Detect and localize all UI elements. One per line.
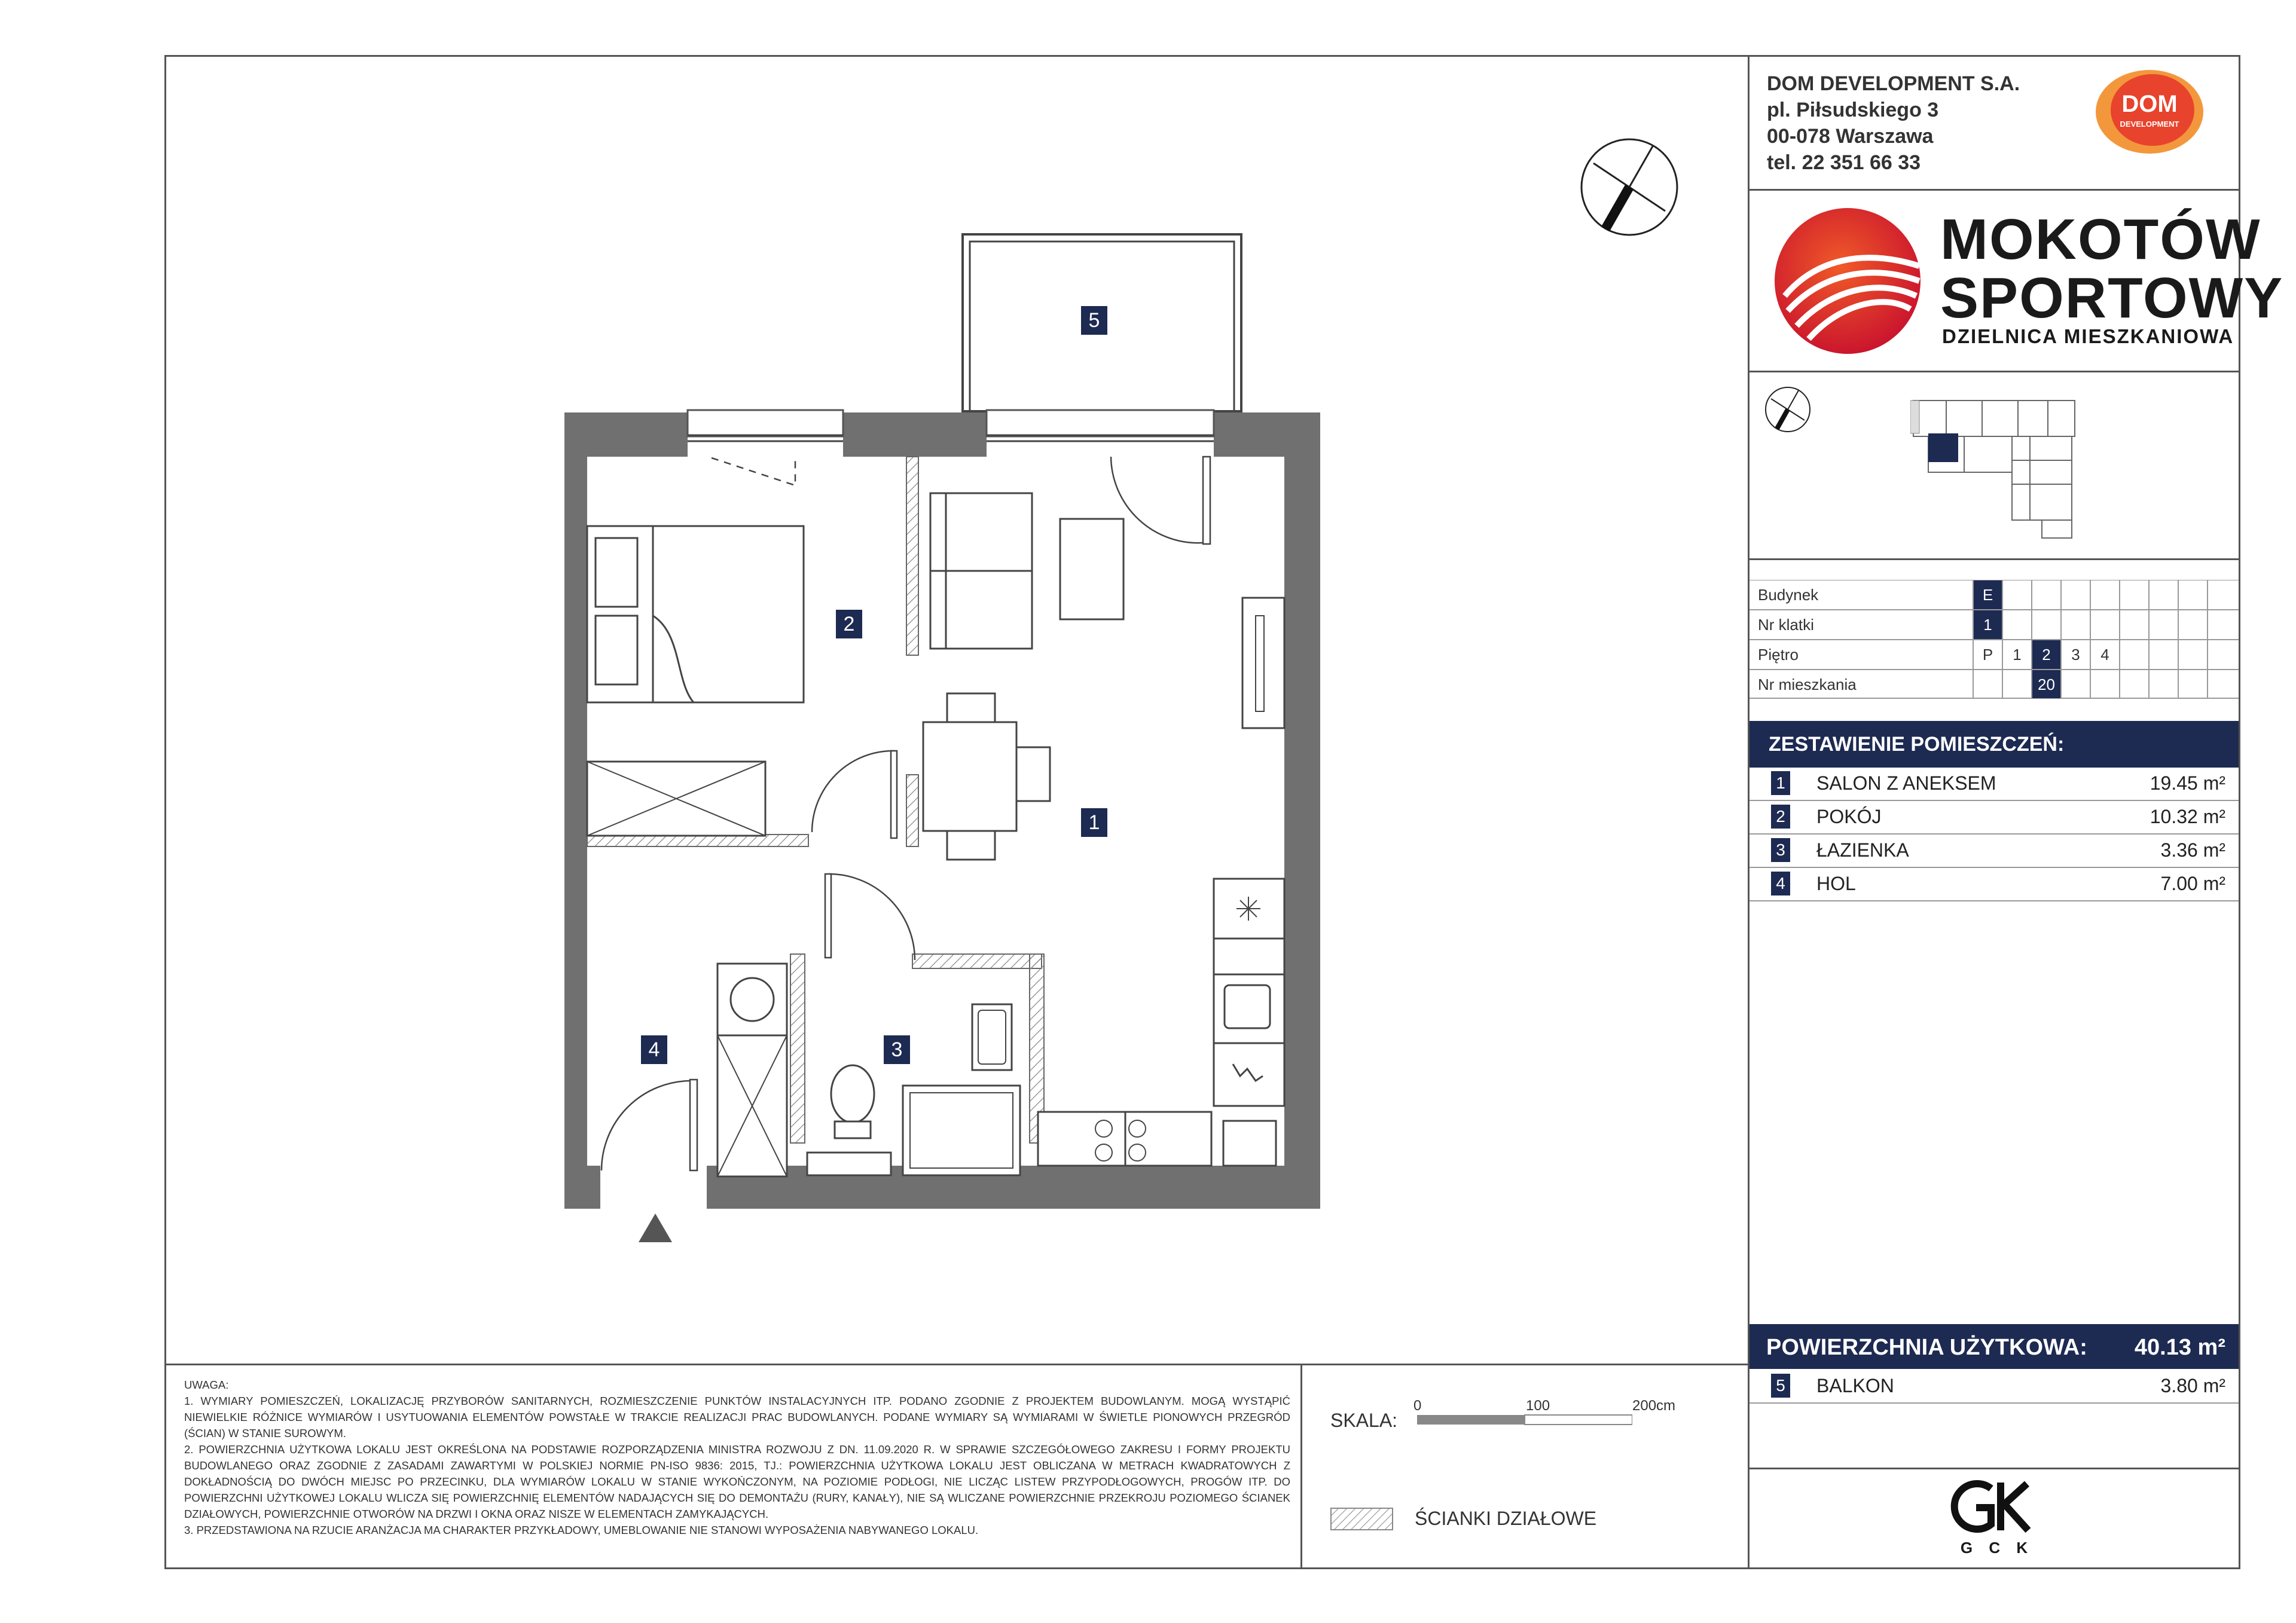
- balcony-name: BALKON: [1816, 1375, 1894, 1396]
- usable-area-label: POWIERZCHNIA UŻYTKOWA:: [1766, 1335, 2087, 1360]
- room-name: HOL: [1816, 873, 1856, 894]
- legend-hatch-swatch: [1330, 1508, 1393, 1530]
- balcony-area: 3.80 m²: [2160, 1375, 2225, 1396]
- room-name: SALON Z ANEKSEM: [1816, 772, 1996, 794]
- scale-label: SKALA:: [1330, 1410, 1398, 1431]
- notes-scale-divider: [1300, 1364, 1302, 1569]
- compass-icon: [1578, 136, 1680, 238]
- plan-room-label-4: 4: [641, 1035, 667, 1064]
- plan-room-label-3: 3: [884, 1035, 910, 1064]
- floor-option-2: 2: [2042, 646, 2051, 664]
- company-info: [1767, 71, 2020, 176]
- room-area: 7.00 m²: [2160, 873, 2225, 894]
- room-area: 10.32 m²: [2150, 806, 2225, 827]
- scale-tick-200: 200cm: [1632, 1398, 1676, 1414]
- scale-tick-0: 0: [1413, 1398, 1422, 1414]
- compass-small-icon: [1764, 386, 1812, 433]
- scale-bar: [1417, 1414, 1632, 1427]
- room-name: ŁAZIENKA: [1816, 839, 1909, 861]
- room-area: 19.45 m²: [2150, 772, 2225, 794]
- room-row: [1750, 800, 2239, 835]
- floor-option-3: 3: [2071, 646, 2080, 664]
- notes-divider: [164, 1364, 1749, 1365]
- rooms-header: [1750, 721, 2239, 768]
- sidebar-sep-2: [1748, 371, 2240, 372]
- project-title-line1: MOKOTÓW: [1940, 207, 2261, 271]
- dom-logo-text: DOM: [2121, 91, 2178, 117]
- plan-room-label-2: 2: [836, 610, 862, 638]
- company-phone: tel. 22 351 66 33: [1767, 151, 1921, 174]
- balcony-number: 5: [1771, 1374, 1790, 1398]
- gck-letters: G C K: [1960, 1539, 2034, 1557]
- floor-option-1: 1: [2013, 646, 2022, 664]
- mokotow-sportowy-logo-mark: [1773, 206, 1922, 356]
- apartment-number: 20: [2038, 676, 2055, 693]
- floor-plan: [556, 227, 1333, 1243]
- room-area: 3.36 m²: [2160, 839, 2225, 861]
- row-label-budynek: Budynek: [1758, 586, 1819, 604]
- dom-logo-subtext: DEVELOPMENT: [2120, 120, 2179, 129]
- row-label-klatka: Nr klatki: [1758, 616, 1814, 634]
- sidebar-sep-3: [1748, 558, 2240, 560]
- stair-value: 1: [1983, 616, 1992, 634]
- room-name: POKÓJ: [1816, 806, 1882, 827]
- company-name: DOM DEVELOPMENT S.A.: [1767, 72, 2020, 95]
- legend-label: ŚCIANKI DZIAŁOWE: [1415, 1508, 1597, 1529]
- building-value: E: [1982, 586, 1993, 604]
- project-title: [1940, 207, 2284, 330]
- note-item: 1. WYMIARY POMIESZCZEŃ, LOKALIZACJĘ PRZYBORÓW SANITARNYCH, ROZMIESZCZENIE PUNKTÓW INSTALACYJNYCH ITP. PODANO ZGODNIE Z PROJEKTEM BUDOWLANYM. MOGĄ WYSTĄPIĆ NIEWIELKIE RÓŻNICE WYMIARÓW I USYTUOWANIA ELEMENTÓW POWSTAŁE W TRAKCIE REALIZACJI PRAC BUDOWLANYCH. PODANE WYMIARY SĄ WYMIARAMI W ŚWIETLE PIONOWYCH PRZEGRÓD (ŚCIAN) W STANIE SUROWYM.: [184, 1395, 1290, 1439]
- note-item: 3. PRZEDSTAWIONA NA RZUCIE ARANŻACJA MA CHARAKTER PRZYKŁADOWY, UMEBLOWANIE NIE STANOWI WYPOSAŻENIA NABYWANEGO LOKALU.: [184, 1524, 979, 1536]
- dom-development-logo: [2093, 67, 2206, 157]
- notes-block: [184, 1377, 1290, 1538]
- plan-room-label-5: 5: [1081, 306, 1107, 335]
- usable-area-value: 40.13 m²: [2134, 1335, 2225, 1360]
- company-street: pl. Piłsudskiego 3: [1767, 99, 1939, 121]
- notes-title: UWAGA:: [184, 1379, 229, 1391]
- room-row: [1750, 867, 2239, 901]
- usable-area-bar: [1750, 1324, 2239, 1369]
- floor-option-4: 4: [2100, 646, 2109, 664]
- room-row: [1750, 833, 2239, 868]
- row-label-mieszkanie: Nr mieszkania: [1758, 676, 1857, 693]
- room-row: [1750, 766, 2239, 801]
- key-plan-thumbnail: [1910, 398, 2078, 541]
- room-number: 1: [1771, 771, 1790, 795]
- plan-room-label-1: 1: [1081, 808, 1107, 837]
- row-label-pietro: Piętro: [1758, 646, 1799, 664]
- project-subtitle: DZIELNICA MIESZKANIOWA: [1942, 325, 2234, 347]
- room-number: 4: [1771, 872, 1790, 895]
- sidebar-sep-4: [1748, 1468, 2240, 1469]
- company-city: 00-078 Warszawa: [1767, 125, 1934, 148]
- project-title-line2: SPORTOWY: [1940, 266, 2284, 330]
- floor-option-p: P: [1982, 646, 1993, 664]
- sidebar-sep-1: [1748, 189, 2240, 191]
- room-number: 3: [1771, 838, 1790, 862]
- rooms-header-text: ZESTAWIENIE POMIESZCZEŃ:: [1769, 733, 2065, 756]
- gck-logo: [1943, 1477, 2051, 1560]
- note-item: 2. POWIERZCHNIA UŻYTKOWA LOKALU JEST OKREŚLONA NA PODSTAWIE ROZPORZĄDZENIA MINISTRA ROZWOJU Z DN. 11.09.2020 R. W SPRAWIE SZCZEGÓŁOWEGO ZAKRESU I FORMY PROJEKTU BUDOWLANEGO ORAZ ZGODNIE Z ZASADAMI ZAWARTYMI W POLSKIEJ NORMIE PN-ISO 9836: 2015, TJ.: POWIERZCHNIA UŻYTKOWA LOKALU JEST OBLICZANA W METRACH KWADRATOWYCH Z DOKŁADNOŚCIĄ DO DWÓCH MIEJSC PO PRZECINKU, DLA WYMIARÓW LOKALU W STANIE WYKOŃCZONYM, NA POZIOMIE PODŁOGI, NIE LICZĄC LISTEW PRZYPODŁOGOWYCH, PROGÓW ITP. DO POWIERZCHNI UŻYTKOWEJ LOKALU WLICZA SIĘ POWIERZCHNIĘ ELEMENTÓW NADAJĄCYCH SIĘ DO DEMONTAŻU (RURY, KANAŁY), NIE SĄ WLICZANE POWIERZCHNIE PRZEKROJU POZIOMEGO ŚCIANEK DZIAŁOWYCH, POWIERZCHNIE OTWORÓW NA DRZWI I OKNA ORAZ NISZE W ELEMENTACH ZAMYKAJĄCYCH.: [184, 1443, 1290, 1520]
- scale-tick-100: 100: [1526, 1398, 1550, 1414]
- balcony-row: [1750, 1369, 2239, 1404]
- room-number: 2: [1771, 805, 1790, 829]
